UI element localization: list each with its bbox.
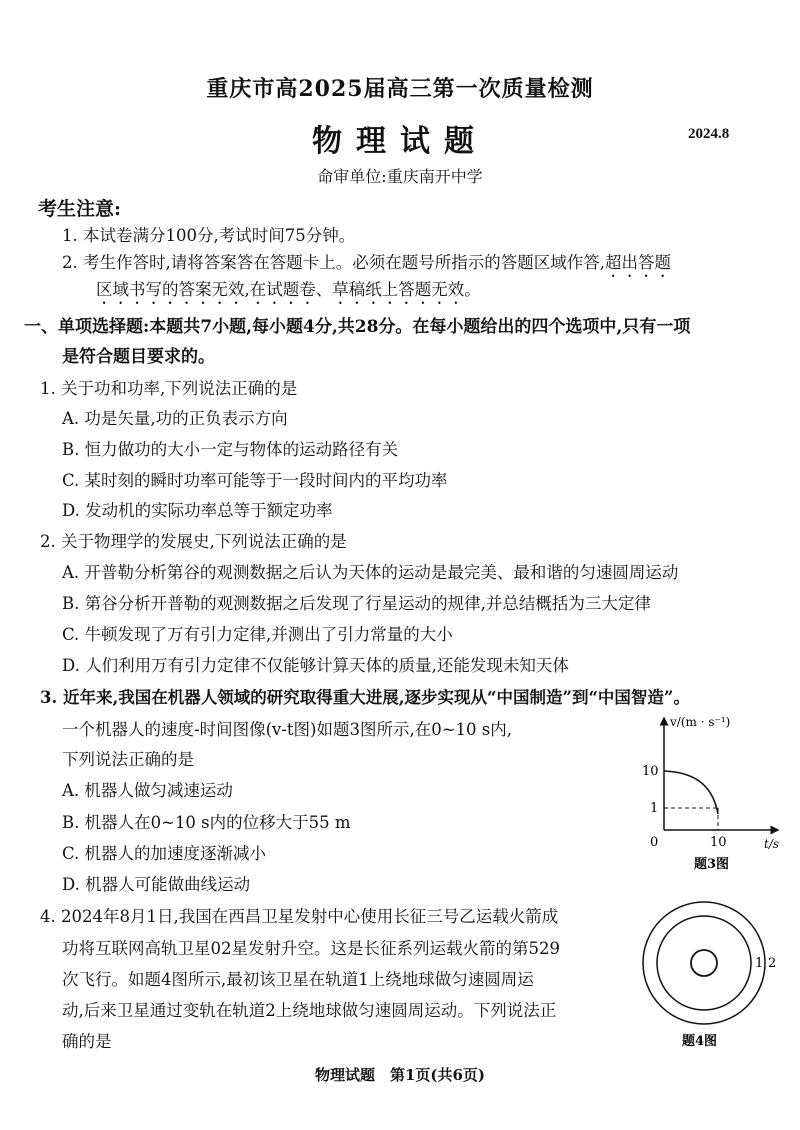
exam-title: 重庆市高2025届高三第一次质量检测 [206,76,594,102]
q3-tick-10-y: 10 [642,764,659,779]
q4-stem-line-5: 确的是 [62,1032,112,1051]
q1-stem: 1. 关于功和功率,下列说法正确的是 [40,379,298,398]
q1-option-b: B. 恒力做功的大小一定与物体的运动路径有关 [62,440,399,459]
q3-caption: 题3图 [694,857,730,872]
q2-option-c: C. 牛顿发现了万有引力定律,并测出了引力常量的大小 [62,625,453,644]
q3-option-a: A. 机器人做匀减速运动 [62,781,233,800]
q3-origin: 0 [650,835,659,850]
q4-stem-line-4: 动,后来卫星通过变轨在轨道2上绕地球做匀速圆周运动。下列说法正 [62,1001,557,1020]
section-heading-line-1: 一、单项选择题:本题共7小题,每小题4分,共28分。在每小题给出的四个选项中,只有一项 [24,317,691,337]
notice-item-2-text: 2. 考生作答时,请将答案答在答题卡上。必须在题号所指示的答题区域作答, [62,253,605,272]
q3-option-d: D. 机器人可能做曲线运动 [62,875,251,894]
earth [691,950,717,976]
notice-item-2-emphasis: 超出答题 [604,253,671,272]
orbit-1 [657,916,751,1010]
q3-tick-1-y: 1 [650,801,659,816]
q4-caption: 题4图 [682,1034,718,1049]
q3-option-b: B. 机器人在0~10 s内的位移大于55 m [62,813,351,832]
notice-item-2-line-2: 区域书写的答案无效,在试题卷、草稿纸上答题无效。 [96,280,481,299]
q4-orbit-figure [640,895,790,1055]
q2-option-a: A. 开普勒分析第谷的观测数据之后认为天体的运动是最完美、最和谐的匀速圆周运动 [62,563,679,582]
q4-stem-line-2: 功将互联网高轨卫星02星发射升空。这是长征系列运载火箭的第529 [62,939,560,958]
q4-stem-line-1: 4. 2024年8月1日,我国在西昌卫星发射中心使用长征三号乙运载火箭成 [40,907,559,926]
q3-stem-line-2: 一个机器人的速度-时间图像(v-t图)如题3图所示,在0~10 s内, [62,720,512,739]
q2-option-b: B. 第谷分析开普勒的观测数据之后发现了行星运动的规律,并总结概括为三大定律 [62,594,651,613]
q2-option-d: D. 人们利用万有引力定律不仅能够计算天体的质量,还能发现未知天体 [62,656,569,675]
orbit-label-1: 1 [755,956,764,971]
q3-option-c: C. 机器人的加速度逐渐减小 [62,844,267,863]
subject-title: 物理试题 [312,124,488,159]
organizer: 命审单位:重庆南开中学 [317,167,483,186]
page-footer: 物理试题 第1页(共6页) [314,1066,486,1084]
notice-heading: 考生注意: [38,198,122,220]
q3-stem-line-3: 下列说法正确的是 [62,750,194,769]
q2-stem: 2. 关于物理学的发展史,下列说法正确的是 [40,532,347,551]
exam-date: 2024.8 [688,126,730,142]
section-heading-line-2: 是符合题目要求的。 [62,347,215,367]
q4-stem-line-3: 次飞行。如题4图所示,最初该卫星在轨道1上绕地球做匀速圆周运 [62,970,534,989]
q3-stem-line-1: 3. 近年来,我国在机器人领域的研究取得重大进展,逐步实现从“中国制造”到“中国智造”。 [40,688,690,707]
q3-ylabel: v/(m · s⁻¹) [670,715,731,729]
notice-item-1: 1. 本试卷满分100分,考试时间75分钟。 [62,226,356,245]
q1-option-a: A. 功是矢量,功的正负表示方向 [62,409,288,428]
q3-xlabel: t/s [764,837,780,851]
q1-option-c: C. 某时刻的瞬时功率可能等于一段时间内的平均功率 [62,471,448,490]
q3-vt-graph [628,712,788,872]
q1-option-d: D. 发动机的实际功率总等于额定功率 [62,501,333,520]
orbit-2 [643,902,765,1024]
q3-tick-10-x: 10 [710,835,727,850]
orbit-label-2: 2 [768,956,777,971]
